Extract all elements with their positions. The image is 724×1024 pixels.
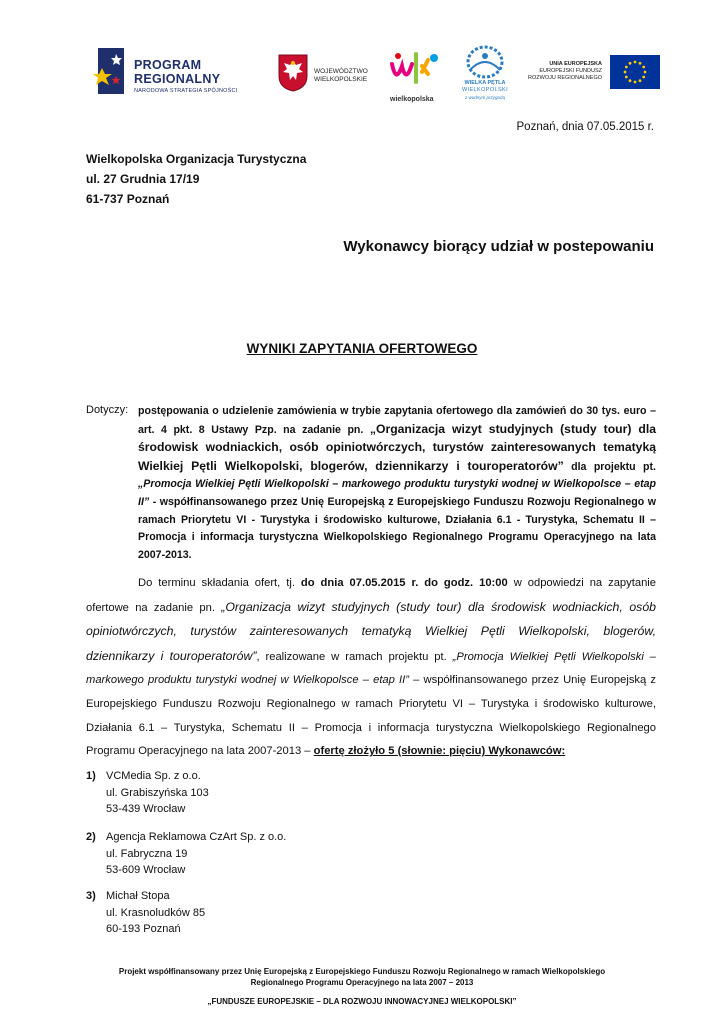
para-task-name: „Organizacja wizyt studyjnych (study tour) dla środowisk wodniackich, osób opiniotwórczych, turystów zainteresowanych tematyką Wielkiej Pętli Wielkopolski, blogerów, dziennikarzy i touroperatorów”: [86, 599, 657, 663]
offer-street: ul. Fabryczna 19: [106, 847, 188, 860]
wojewodztwo-logo: [278, 54, 378, 94]
document-date: Poznań, dnia 07.05.2015 r.: [516, 121, 654, 133]
offer-number: 3): [86, 890, 96, 902]
sender-street: ul. 27 Grudnia 17/19: [86, 172, 200, 186]
dotyczy-part3: dla projektu pt.: [563, 460, 656, 473]
wielkopolska-logo: [388, 48, 440, 106]
offer-name: VCMedia Sp. z o.o.: [106, 770, 201, 782]
offer-city: 53-609 Wrocław: [106, 864, 186, 876]
dotyczy-part5: - współfinansowanego przez Unię Europejską z Europejskiego Funduszu Rozwoju Regionalnego w ramach Priorytetu VI - Turystyka i środowisko kulturowe, Działania 6.1 - Turystyka, Schematu II – Promocja i informacja turystyczna Wielkopolskiego Regionalnego Programu Operacyjnego na lata 2007-2013.: [138, 495, 656, 561]
petla-line3: z wodnym przygodą: [464, 95, 506, 100]
wojewodztwo-line1: WOJEWÓDZTWO: [314, 68, 368, 75]
petla-line2: WIELKOPOLSKI: [461, 87, 509, 93]
eagle-shield-icon: [278, 54, 308, 92]
petla-line1: WIELKA PĘTLA: [464, 80, 506, 86]
program-line2: REGIONALNY: [134, 72, 221, 86]
program-line3: NARODOWA STRATEGIA SPÓJNOŚCI: [134, 88, 238, 94]
offer-name: Agencja Reklamowa CzArt Sp. z o.o.: [106, 831, 287, 843]
eu-logo: [522, 52, 660, 92]
logo-bar: [92, 44, 660, 106]
wielka-petla-logo: [456, 44, 514, 106]
wielkopolska-text: wielkopolska: [390, 96, 434, 103]
offer-city: 53-439 Wrocław: [106, 803, 186, 815]
program-line1: PROGRAM: [134, 58, 202, 72]
para-offer-count: ofertę złożyło 5 (słownie: pięciu) Wykonawców:: [313, 745, 566, 758]
offer-number: 1): [86, 770, 96, 782]
para-part7: – współfinansowanego przez Unię Europejską z Europejskiego Funduszu Rozwoju Regionalnego w ramach Priorytetu VI – Turystyka i środowisko kulturowe, Działania 6.1 – Turystyka, Schematu II – Promocja i informacja turystyczna Wielkopolskiego Regionalnego Programu Operacyjnego na lata 2007-2013 –: [86, 674, 656, 758]
sender-city: 61-737 Poznań: [86, 192, 170, 206]
offer-street: ul. Grabiszyńska 103: [106, 786, 209, 799]
eu-flag-icon: [610, 55, 660, 89]
footer-slogan: „FUNDUSZE EUROPEJSKIE – DLA ROZWOJU INNOWACYJNEJ WIELKOPOLSKI”: [207, 997, 517, 1006]
main-paragraph: [86, 572, 656, 764]
dotyczy-body: [138, 403, 656, 564]
dotyczy-label: Dotyczy:: [86, 404, 129, 416]
document-title: WYNIKI ZAPYTANIA OFERTOWEGO: [246, 341, 478, 356]
wielkopolska-mark-icon: [388, 48, 440, 94]
sender-address: [86, 149, 306, 209]
offer-street: ul. Krasnoludków 85: [106, 906, 206, 919]
footer-line2: Regionalnego Programu Operacyjnego na lata 2007 – 2013: [250, 978, 474, 987]
wojewodztwo-line2: WIELKOPOLSKIE: [314, 76, 368, 83]
program-regionalny-star-icon: [92, 46, 126, 96]
para-part3: w odpowiedzi na zapytanie ofertowe na zadanie pn.: [86, 577, 656, 614]
eu-line1: UNIA EUROPEJSKA: [549, 61, 602, 67]
footer-line1: Projekt współfinansowany przez Unię Europejską z Europejskiego Funduszu Rozwoju Regionalnego w ramach Wielkopolskiego: [118, 967, 606, 976]
offer-number: 2): [86, 831, 96, 843]
offer-city: 60-193 Poznań: [106, 923, 181, 935]
offer-name: Michał Stopa: [106, 890, 170, 902]
footer-cofinancing-note: [0, 966, 724, 988]
dotyczy-part1: postępowania o udzielenie zamówienia w trybie zapytania ofertowego dla zamówień do 30 tys. euro – art. 4 pkt. 8 Ustawy Pzp. na zadanie pn.: [138, 405, 656, 436]
dotyczy-project-name: „Promocja Wielkiej Pętli Wielkopolski – markowego produktu turystyki wodnej w Wielkopolsce – etap II”: [138, 478, 656, 508]
program-regionalny-logo: [92, 46, 252, 100]
sender-name: Wielkopolska Organizacja Turystyczna: [86, 152, 307, 166]
para-deadline: do dnia 07.05.2015 r. do godz. 10:00: [300, 577, 508, 589]
eu-line3: ROZWOJU REGIONALNEGO: [528, 75, 602, 81]
eu-line2: EUROPEJSKI FUNDUSZ: [539, 68, 602, 74]
para-part1: Do terminu składania ofert, tj.: [138, 577, 301, 589]
para-project-name: „Promocja Wielkiej Pętli Wielkopolski – markowego produktu turystyki wodnej w Wielkopolsce – etap II”: [86, 650, 656, 687]
dotyczy-task-name: „Organizacja wizyt studyjnych (study tour) dla środowisk wodniackich, osób opiniotwórczych, turystów zainteresowanych tematyką Wielkiej Pętli Wielkopolski, blogerów, dziennikarzy i touroperatorów”: [138, 421, 656, 473]
recipient-heading: Wykonawcy biorący udział w postepowaniu: [343, 238, 654, 255]
wielka-petla-loop-icon: [456, 44, 514, 80]
para-part5: , realizowane w ramach projektu pt.: [256, 650, 453, 663]
